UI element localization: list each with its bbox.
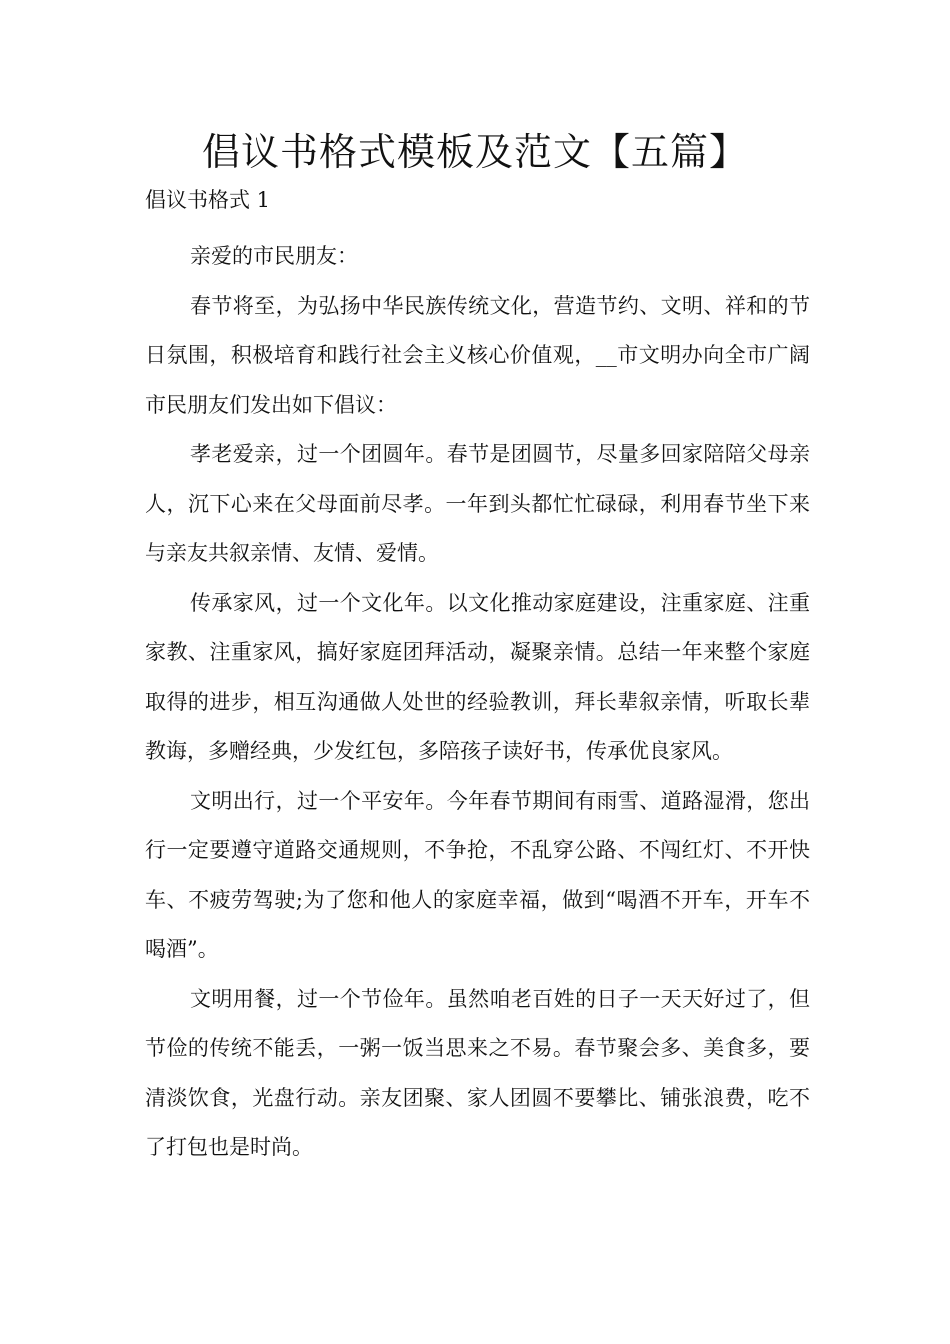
salutation: 亲爱的市民朋友： [190,244,358,268]
document-body [145,232,810,1173]
paragraph-frugal-dining: 文明用餐，过一个节俭年。虽然咱老百姓的日子一天天好过了，但节俭的传统不能丢，一粥一饭当思来之不易。春节聚会多、美食多，要清淡饮食，光盘行动。亲友团聚、家人团圆不要攀比、铺张浪费，吃不了打包也是时尚。 [145,986,810,1159]
document-title: 倡议书格式模板及范文【五篇】 [201,130,748,174]
paragraph-family-culture: 传承家风，过一个文化年。以文化推动家庭建设，注重家庭、注重家教、注重家风，搞好家庭团拜活动，凝聚亲情。总结一年来整个家庭取得的进步，相互沟通做人处世的经验教训，拜长辈叙亲情，听取长辈教诲，多赠经典，少发红包，多陪孩子读好书，传承优良家风。 [145,590,810,763]
section-heading: 倡议书格式 1 [145,188,271,212]
paragraph-reunion: 孝老爱亲，过一个团圆年。春节是团圆节，尽量多回家陪陪父母亲人，沉下心来在父母面前尽孝。一年到头都忙忙碌碌，利用春节坐下来与亲友共叙亲情、友情、爱情。 [145,442,810,565]
paragraph-safe-travel: 文明出行，过一个平安年。今年春节期间有雨雪、道路湿滑，您出行一定要遵守道路交通规则，不争抢，不乱穿公路、不闯红灯、不开快车、不疲劳驾驶;为了您和他人的家庭幸福，做到“喝酒不开车，开车不喝酒”。 [145,788,810,961]
intro-paragraph: 春节将至，为弘扬中华民族传统文化，营造节约、文明、祥和的节日氛围，积极培育和践行社会主义核心价值观，__市文明办向全市广阔市民朋友们发出如下倡议： [145,293,810,417]
